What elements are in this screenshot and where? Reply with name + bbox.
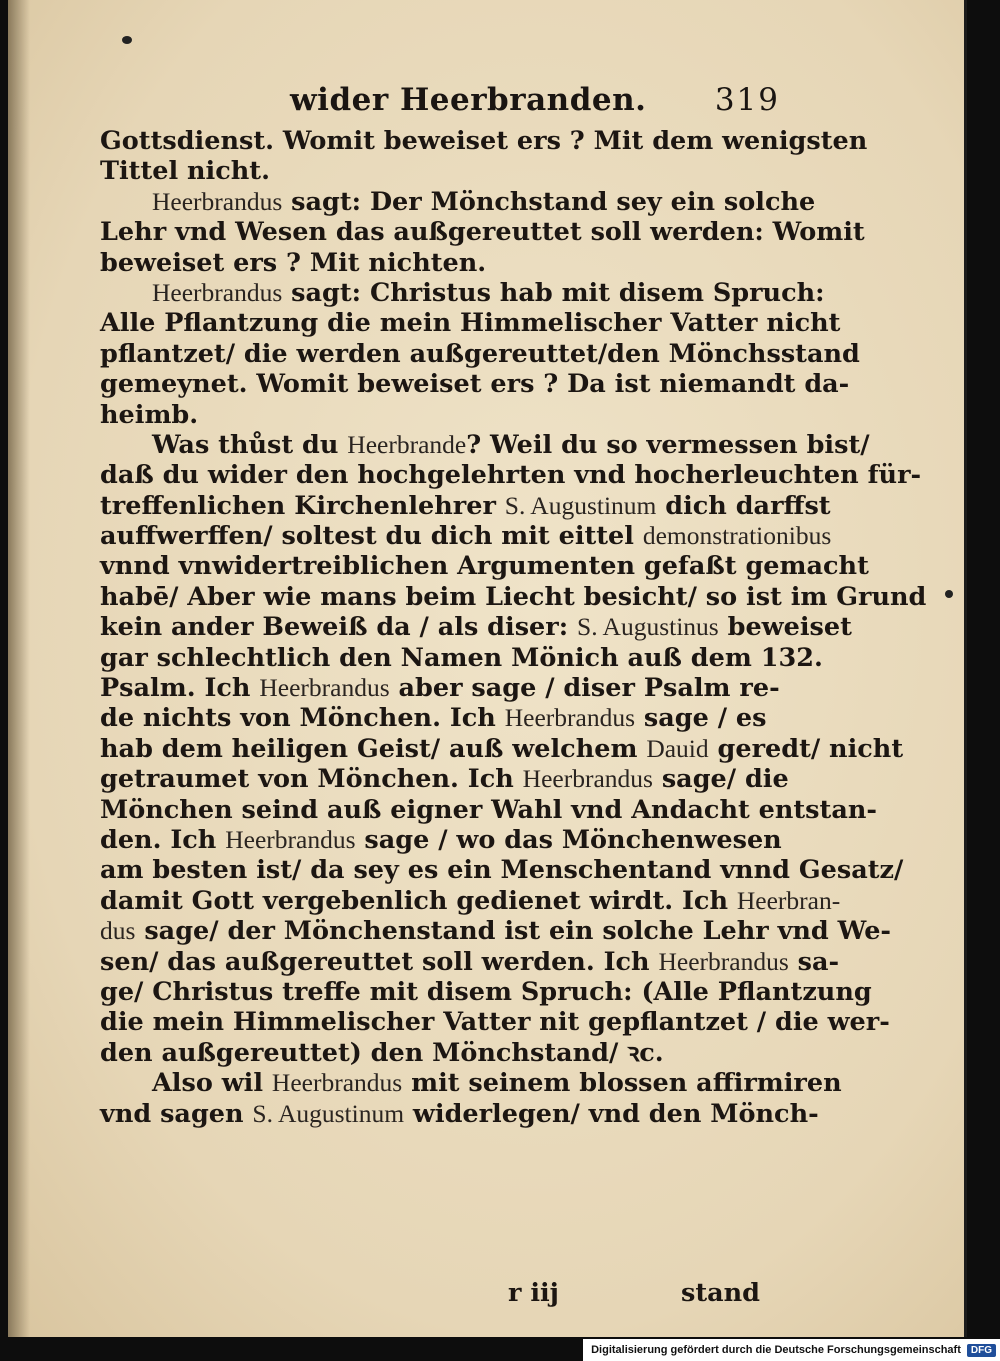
book-page [8,0,967,1337]
text-line [100,976,872,1007]
page-header [290,82,780,126]
text-segment: Heerbrandus [504,703,635,733]
text-line [100,429,870,460]
text-line [100,1068,842,1099]
text-line [100,277,825,308]
text-line [100,338,860,369]
text-segment: widerlegen/ vnd den Mönch- [404,1098,819,1129]
text-segment: S. Augustinum [252,1098,405,1128]
text-segment: sage/ der Mönchenstand ist ein solche Lehr vnd We- [135,916,891,947]
text-segment: Alle Pflantzung die mein Himmelischer Vatter nicht [100,308,841,339]
text-segment: S. Augustinum [504,490,657,520]
text-line [100,642,823,673]
text-segment: Heerbrandus [658,946,789,976]
text-segment: treffenlichen Kirchenlehrer [100,490,505,521]
text-segment: Psalm. Ich [100,673,260,704]
text-segment: sage / wo das Mönchenwesen [355,824,782,855]
text-line [100,248,772,278]
text-line [100,794,877,825]
text-segment: geredt/ nicht [708,733,904,764]
text-segment: Mönchen seind auß eigner Wahl vnd Andacht entstan- [100,794,877,825]
page-number: 319 [714,82,780,118]
text-segment: S. Augustinus [577,612,719,642]
text-segment: Dauid [646,733,709,763]
text-line [100,824,782,855]
text-segment: Gottsdienst. Womit beweiset ers ? Mit dem wenigsten [100,126,868,156]
text-line [100,946,840,977]
text-segment: damit Gott vergebenlich gedienet wirdt. Ich [100,885,737,916]
text-segment: Heerbrandus [152,277,283,307]
text-segment: aber sage / diser Psalm re- [389,673,780,704]
text-line [100,1038,772,1068]
text-segment: sa- [788,946,840,977]
text-line [100,308,841,339]
text-segment: dich darffst [656,490,831,521]
running-title: wider Heerbranden. [290,82,647,118]
text-line [100,764,789,795]
text-segment: sagt: Der Mönchstand sey ein solche [282,186,816,217]
text-segment: dus [100,916,136,946]
text-segment: ? Weil du so vermessen bist/ [466,429,870,460]
text-segment: Heerbran- [736,885,841,915]
text-segment: die mein Himmelischer Vatter nit gepflantzet / die wer- [100,1007,890,1038]
text-segment: kein ander Beweiß da / als diser: [100,612,578,643]
text-line [100,490,831,521]
text-segment: getraumet von Mönchen. Ich [100,764,523,795]
text-segment: heimb. [100,399,199,430]
ink-spot [945,590,953,598]
text-line [100,703,772,733]
text-segment: am besten ist/ da sey es ein Menschentand vnnd Gesatz/ [100,855,904,886]
text-line [100,217,865,248]
text-segment: mit seinem blossen affirmiren [402,1068,842,1099]
text-segment: beweiset ers ? Mit nichten. [100,247,487,278]
text-segment: sagt: Christus hab mit disem Spruch: [282,277,825,308]
text-segment: Heerbrande [347,429,467,459]
text-segment: Lehr vnd Wesen das außgereuttet soll werden: Womit [100,217,865,248]
text-segment: demonstrationibus [642,521,832,551]
text-segment: daß du wider den hochgelehrten vnd hocherleuchten für- [100,460,922,491]
digitization-credit [583,1339,1000,1361]
text-segment: Heerbrandus [522,764,653,794]
text-segment: Heerbrandus [259,673,390,703]
signature-mark: r iij [508,1278,559,1308]
text-segment: Tittel nicht. [100,156,270,187]
text-line [100,369,850,400]
text-segment: pflantzet/ die werden außgereuttet/den Mönchsstand [100,338,860,369]
text-line [100,885,841,916]
text-segment: Heerbrandus [271,1068,403,1098]
text-line [100,156,772,186]
text-segment: vnd sagen [100,1098,253,1129]
body-text [100,126,927,1308]
text-segment: beweiset [718,612,852,643]
text-line [100,673,780,704]
text-line [100,1098,819,1129]
ink-spot [122,36,132,44]
text-segment: gar schlechtlich den Namen Mönich auß dem 132. [100,642,823,673]
text-line [100,612,852,643]
text-segment: den. Ich [100,824,226,855]
dfg-logo: DFG [967,1344,996,1357]
text-segment: Heerbrandus [225,824,356,854]
text-line [100,581,927,612]
text-line [100,551,869,582]
text-segment: Also wil [152,1068,272,1099]
text-segment: de nichts von Mönchen. Ich [100,703,505,734]
text-segment: habē/ Aber wie mans beim Liecht besicht/ so ist im Grund [100,581,927,612]
text-line [100,126,868,156]
text-segment: den außgereuttet) den Mönchstand/ ꝛc. [100,1037,664,1068]
page-footer [100,1278,772,1312]
catchword: stand [680,1278,760,1308]
text-line [100,855,904,886]
text-line [100,733,904,764]
text-segment: sage/ die [652,764,789,795]
credit-text: Digitalisierung gefördert durch die Deutsche Forschungsgemeinschaft [591,1344,961,1356]
text-segment: gemeynet. Womit beweiset ers ? Da ist niemandt da- [100,369,850,400]
text-segment: auffwerffen/ soltest du dich mit eittel [100,521,643,552]
text-segment: Was thůst du [152,429,348,460]
text-segment: ge/ Christus treffe mit disem Spruch: (Alle Pflantzung [100,976,872,1007]
text-segment: vnnd vnwidertreiblichen Argumenten gefaßt gemacht [100,551,869,582]
text-line [100,1007,890,1038]
text-line [100,916,891,947]
text-segment: sen/ das außgereuttet soll werden. Ich [100,946,659,977]
text-line [100,400,772,430]
text-segment: Heerbrandus [152,186,283,216]
text-line [100,460,922,491]
text-segment: sage / es [635,703,767,734]
text-segment: hab dem heiligen Geist/ auß welchem [100,733,647,764]
text-line [100,521,832,552]
text-line [100,186,816,217]
